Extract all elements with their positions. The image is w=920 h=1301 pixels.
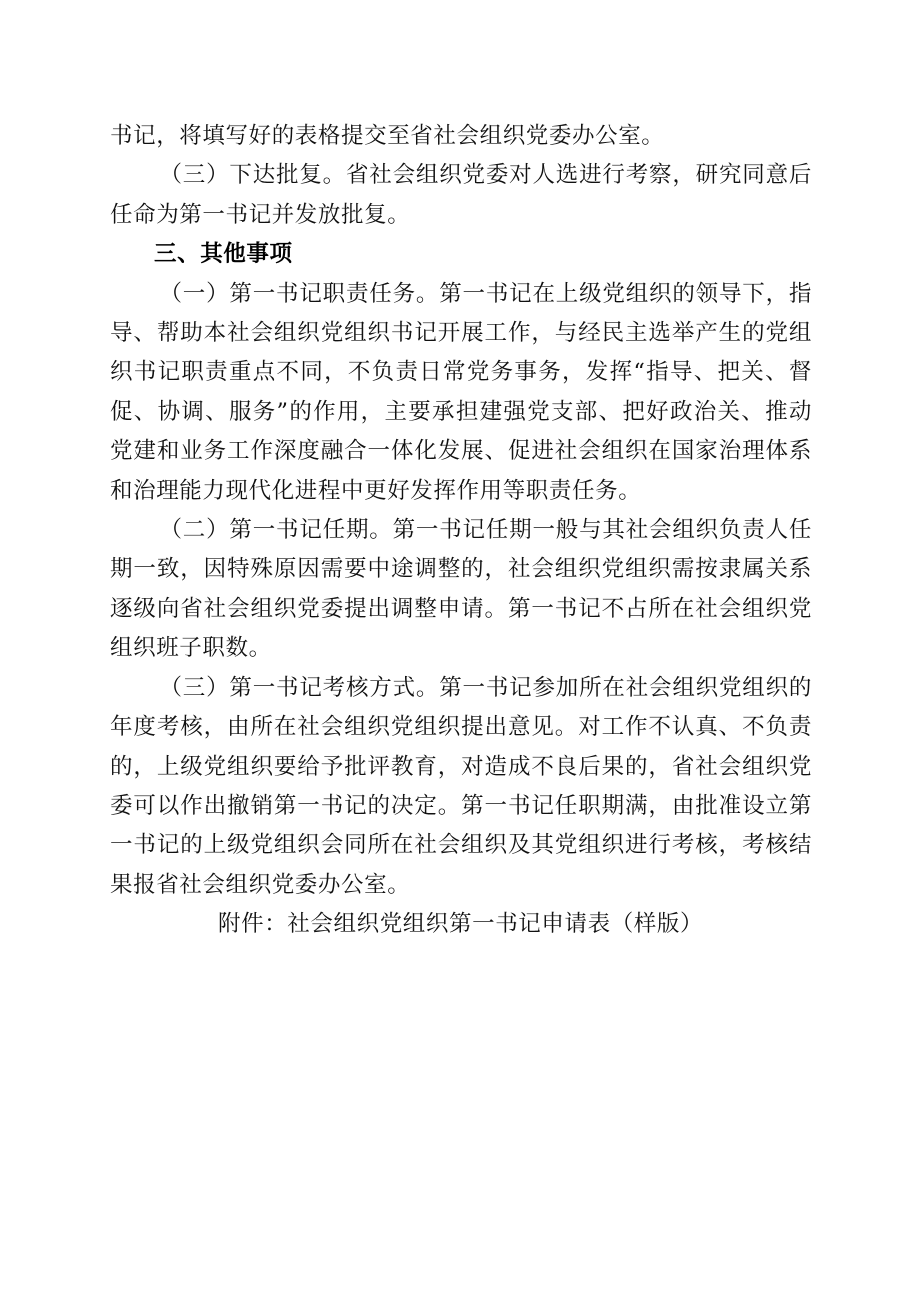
term-paragraph: （二）第一书记任期。第一书记任期一般与其社会组织负责人任期一致，因特殊原因需要中途调整的，社会组织党组织需按隶属关系逐级向省社会组织党委提出调整申请。第一书记不占所在社会组织党组织班子职数。 <box>110 517 812 662</box>
continuation-paragraph: 书记，将填写好的表格提交至省社会组织党委办公室。 <box>110 123 665 149</box>
assessment-paragraph: （三）第一书记考核方式。第一书记参加所在社会组织党组织的年度考核，由所在社会组织党组织提出意见。对工作不认真、不负责的，上级党组织要给予批评教育，对造成不良后果的，省社会组织党委可以作出撤销第一书记的决定。第一书记任职期满，由批准设立第一书记的上级党组织会同所在社会组织及其党组织进行考核，考核结果报省社会组织党委办公室。 <box>110 674 812 898</box>
document-body <box>110 117 812 945</box>
duties-paragraph: （一）第一书记职责任务。第一书记在上级党组织的领导下，指导、帮助本社会组织党组织书记开展工作，与经民主选举产生的党组织书记职责重点不同，不负责日常党务事务，发挥“指导、把关、督促、协调、服务”的作用，主要承担建强党支部、把好政治关、推动党建和业务工作深度融合一体化发展、促进社会组织在国家治理体系和治理能力现代化进程中更好发挥作用等职责任务。 <box>110 280 812 504</box>
section-heading-other-matters: 三、其他事项 <box>154 241 293 268</box>
attachment-line: 附件：社会组织党组织第一书记申请表（样版） <box>218 911 704 938</box>
issue-approval-paragraph: （三）下达批复。省社会组织党委对人选进行考察，研究同意后任命为第一书记并发放批复。 <box>110 162 812 228</box>
